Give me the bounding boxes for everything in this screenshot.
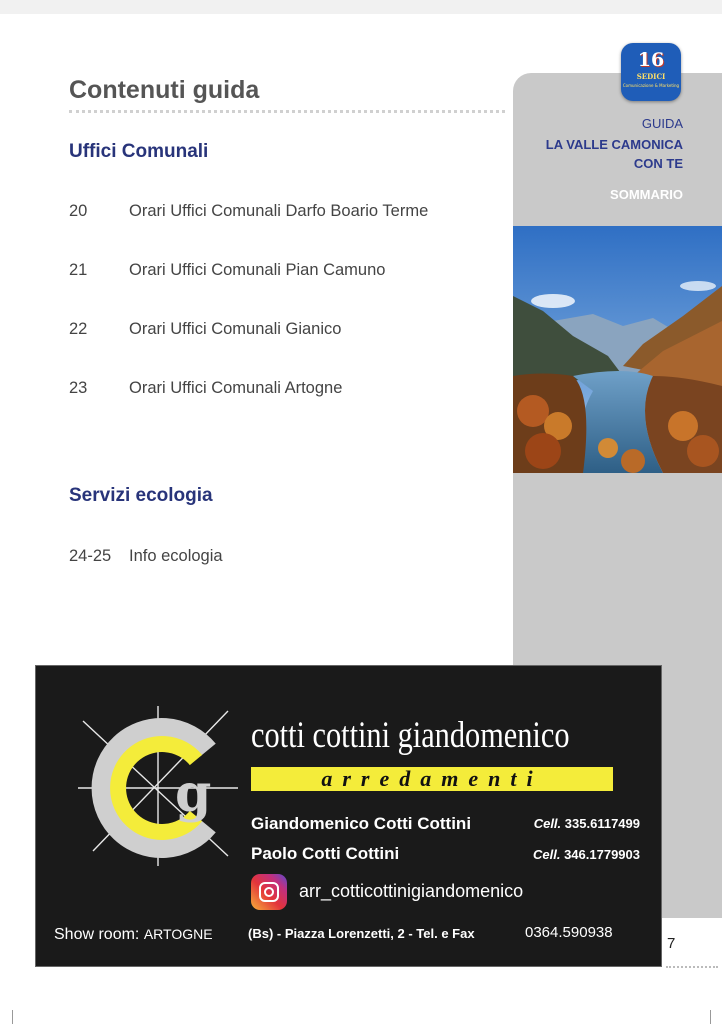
logo-word: SEDICI: [636, 72, 666, 81]
section-heading-uffici: Uffici Comunali: [69, 141, 209, 162]
brand-name: cotti cottini giandomenico: [251, 715, 570, 756]
toc-label: Orari Uffici Comunali Darfo Boario Terme: [129, 202, 429, 220]
toc-label: Orari Uffici Comunali Artogne: [129, 379, 343, 397]
showroom-city: ARTOGNE: [143, 926, 213, 942]
instagram-icon-lens: [264, 887, 274, 897]
toc-label: Orari Uffici Comunali Pian Camuno: [129, 261, 386, 279]
showroom-address: (Bs) - Piazza Lorenzetti, 2 - Tel. e Fax: [248, 926, 475, 941]
top-strip: [0, 0, 722, 14]
cell-number: 346.1779903: [564, 847, 640, 862]
title-divider: [69, 110, 505, 113]
company-logo: [78, 706, 238, 866]
advertisement-banner: [35, 665, 662, 967]
contact-name: Giandomenico Cotti Cottini: [251, 814, 472, 833]
toc-label: Orari Uffici Comunali Gianico: [129, 320, 342, 338]
page-number-divider: [666, 966, 718, 968]
section-heading-ecologia: Servizi ecologia: [69, 485, 213, 506]
instagram-icon[interactable]: [251, 874, 287, 910]
logo-letter-g: g: [175, 763, 212, 824]
toc-page-number: 20: [69, 202, 88, 220]
logo-number: 16: [637, 49, 665, 71]
brand-subtitle: arredamenti: [251, 767, 613, 791]
mountain-lake-photo: [513, 226, 722, 473]
toc-page-number: 24-25: [69, 547, 112, 565]
toc-page-number: 22: [69, 320, 88, 338]
logo-tagline: Comunicazione & Marketing: [622, 83, 680, 88]
contact-name: Paolo Cotti Cottini: [251, 844, 400, 863]
guide-title-line2: CON TE: [633, 156, 683, 171]
sidebar-label: GUIDA: [641, 116, 683, 131]
sommario-label: SOMMARIO: [610, 187, 683, 202]
page-number: 7: [667, 935, 676, 952]
phone-number[interactable]: 0364.590938: [525, 924, 613, 941]
toc-page-number: 23: [69, 379, 88, 397]
toc-page-number: 21: [69, 261, 88, 279]
contact-cell[interactable]: [533, 847, 640, 862]
cell-label: Cell.: [532, 847, 561, 862]
showroom: [54, 926, 213, 944]
cell-label: Cell.: [533, 816, 562, 831]
publisher-logo: [621, 43, 681, 101]
guide-title-line1: LA VALLE CAMONICA: [545, 137, 683, 152]
page-title: Contenuti guida: [69, 76, 260, 104]
contact-cell[interactable]: [534, 816, 640, 831]
guide-title: [513, 135, 683, 173]
showroom-label: Show room:: [54, 926, 140, 943]
toc-label: Info ecologia: [129, 547, 223, 565]
instagram-handle[interactable]: arr_cotticottinigiandomenico: [299, 881, 524, 901]
cell-number: 335.6117499: [564, 816, 640, 831]
crop-mark: [12, 1010, 13, 1024]
crop-mark: [710, 1010, 711, 1024]
